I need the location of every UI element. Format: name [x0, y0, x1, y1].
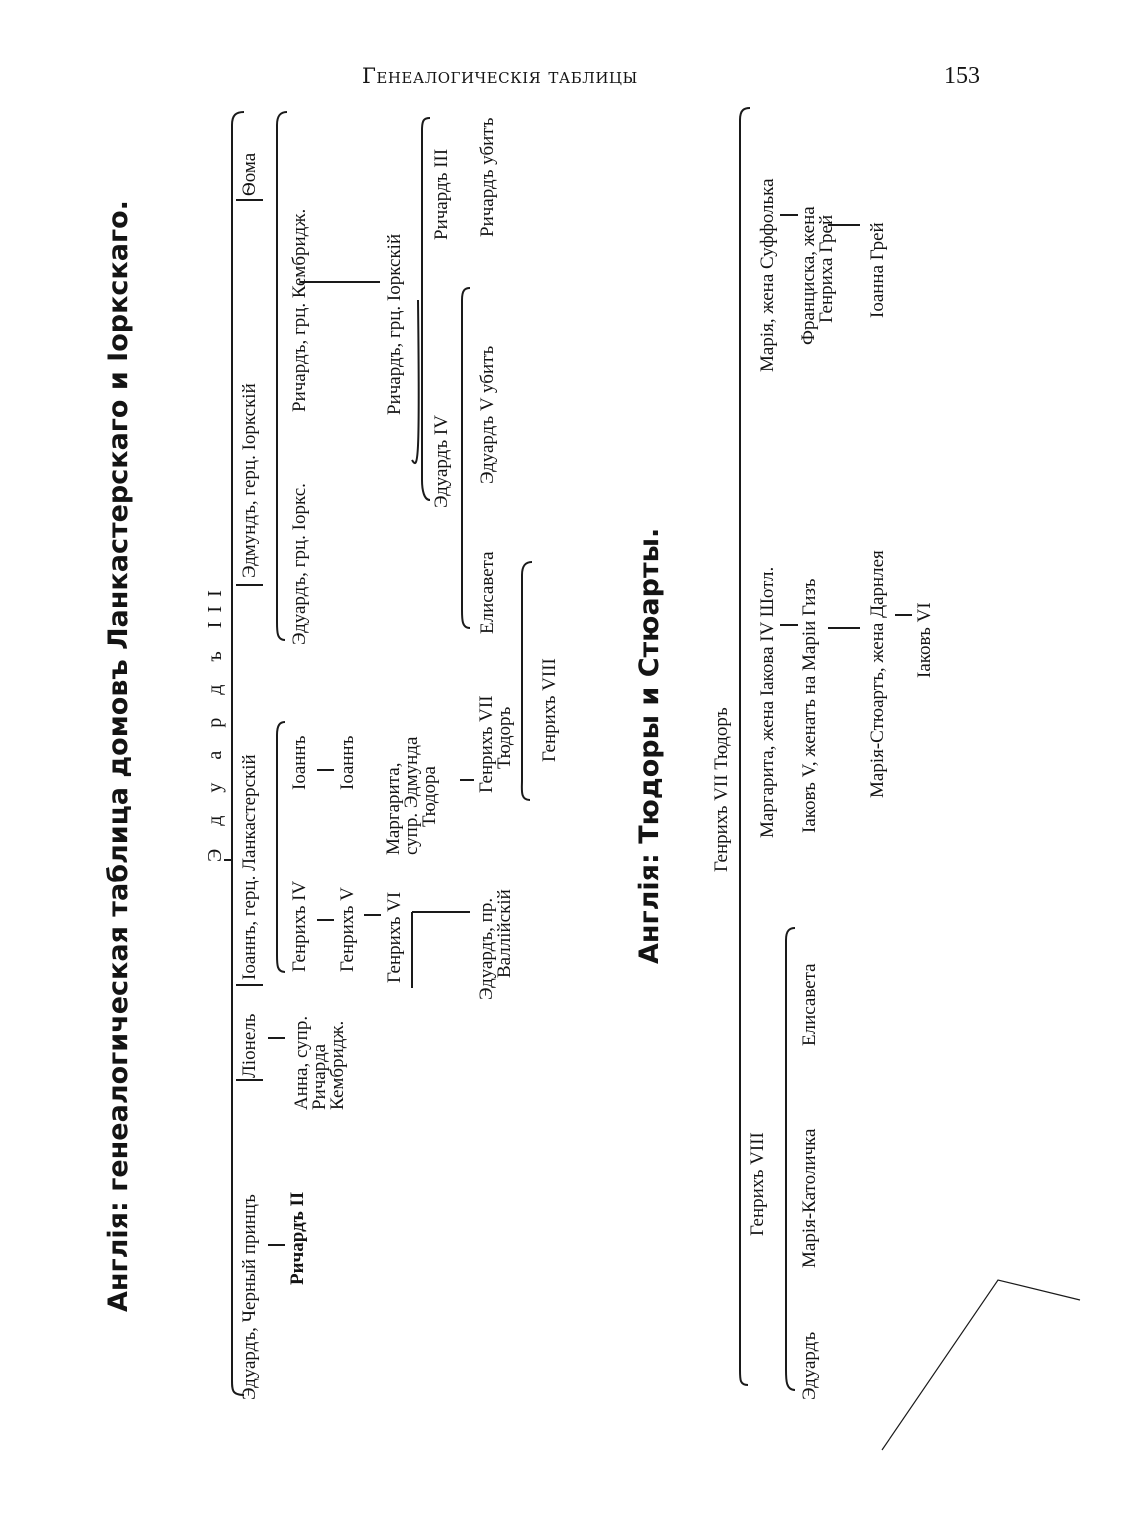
t2-james6: Іаковъ VI: [914, 602, 935, 678]
t2-mary-catholic: Марія-Католичка: [799, 1128, 820, 1268]
t1-richard-cambridge: Ричардъ, грц. Кембридж.: [289, 208, 310, 412]
t1-richard-killed: Ричардъ убитъ: [477, 117, 498, 237]
t1-richard-york: Ричардъ, грц. Іоркскій: [384, 233, 405, 415]
t1-henry8: Генрихъ VIII: [539, 658, 560, 762]
t1-edward5: Эдуардъ V убитъ: [477, 345, 498, 484]
t1-henry4: Генрихъ IV: [289, 880, 310, 972]
running-title: Генеалогическія таблицы: [362, 64, 638, 88]
t1-henry7-line2: Тюдоръ: [494, 706, 515, 769]
t2-henry8: Генрихъ VIII: [747, 1132, 768, 1236]
t1-margaret-line1: Маргарита,: [383, 762, 404, 855]
table2-title: Англія: Тюдоры и Стюарты.: [634, 527, 665, 964]
t1-son-edmund-york: Эдмундъ, герц. Іоркскій: [239, 383, 260, 578]
t2-james5: Іаковъ V, женатъ на Маріи Гизъ: [799, 578, 820, 833]
t1-anna-line1: Анна, супр.: [291, 1015, 312, 1110]
t2-frances-line2: Генриха Грей: [816, 214, 837, 323]
t1-henry5: Генрихъ V: [337, 887, 358, 972]
t1-son-lionel: Ліонель: [239, 1013, 260, 1078]
t1-richard2: Ричардъ II: [287, 1191, 308, 1285]
t2-margaret: Маргарита, жена Іакова IV Шотл.: [757, 566, 778, 838]
t2-mary-stuart: Марія-Стюартъ, жена Дарнлея: [867, 550, 888, 798]
t1-son-thomas: Ѳома: [239, 152, 260, 196]
t1-anna-line2: Ричарда: [309, 1043, 330, 1110]
t1-john-beaufort: Іоаннъ: [289, 735, 310, 790]
t1-henry7-line1: Генрихъ VII: [476, 695, 497, 793]
t1-john2: Іоаннъ: [337, 735, 358, 790]
t1-anna-line3: Кембридж.: [327, 1020, 348, 1110]
t1-edward-wales-line1: Эдуардъ, пр.: [476, 897, 497, 1000]
t2-mary-suffolk: Марія, жена Суффолька: [757, 178, 778, 372]
t2-elizabeth: Елисавета: [799, 963, 820, 1046]
t1-henry6: Генрихъ VI: [384, 891, 405, 983]
t1-son-john-lancaster: Іоаннъ, герц. Ланкастерскій: [239, 754, 260, 980]
t1-elizabeth-york: Елисавета: [477, 551, 498, 634]
t1-margaret-line3: Тюдора: [419, 766, 440, 827]
t2-frances-line1: Франциска, жена: [798, 206, 819, 345]
t1-root-edward3: Э д у а р д ъ III: [204, 581, 226, 862]
t2-jane-grey: Іоанна Грей: [867, 222, 888, 318]
page-number: 153: [944, 63, 980, 89]
t1-edward4: Эдуардъ IV: [431, 415, 452, 508]
t1-richard3: Ричардъ III: [431, 148, 452, 240]
t1-edward-wales-line2: Валлійскій: [494, 889, 515, 978]
t1-son-edward-black-prince: Эдуардъ, Черный принцъ: [239, 1194, 260, 1400]
table1-title: Англія: генеалогическая таблица домовъ Ланкастерскаго и Іоркскаго.: [103, 200, 134, 1312]
t1-edward-earl-york: Эдуардъ, грц. Іоркс.: [289, 483, 310, 645]
t2-root-henry7: Генрихъ VII Тюдоръ: [711, 707, 732, 872]
t1-margaret-line2: супр. Эдмунда: [401, 736, 422, 855]
t2-edward6: Эдуардъ: [799, 1331, 820, 1400]
